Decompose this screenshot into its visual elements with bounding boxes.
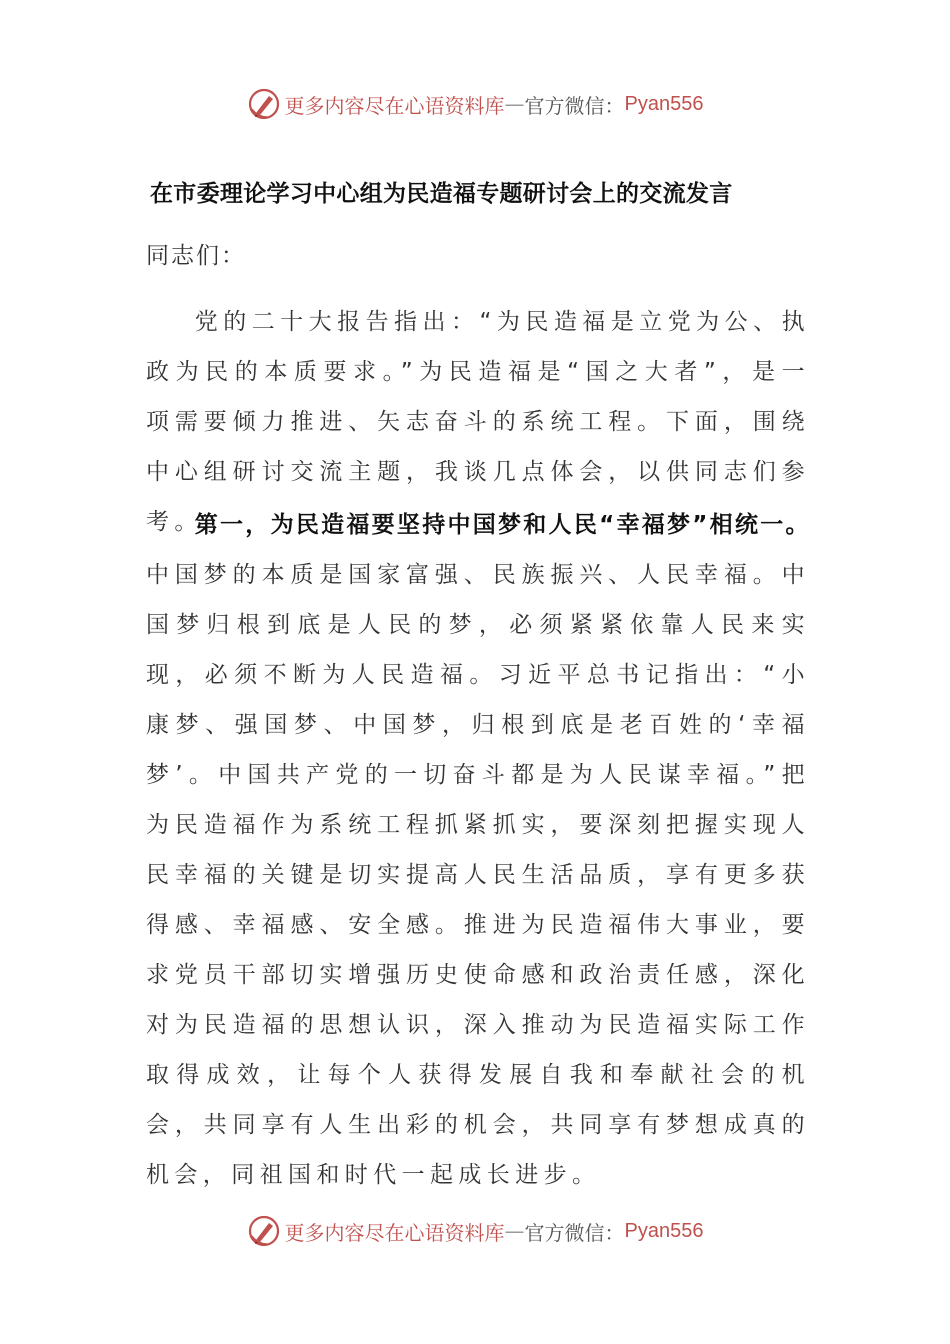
watermark-dash: — <box>504 1219 525 1243</box>
section-1-paragraph <box>146 500 810 1200</box>
watermark-text <box>285 1217 704 1246</box>
watermark-main-text: 更多内容尽在心语资料库 <box>284 1220 505 1245</box>
pen-nib-logo-icon <box>247 87 281 121</box>
section-1-heading: 第一，为民造福要坚持中国梦和人民“幸福梦”相统一。 <box>194 512 810 538</box>
salutation: 同志们： <box>146 243 246 269</box>
watermark-wechat-id: Pyan556 <box>624 1219 704 1242</box>
watermark-label: 官方微信： <box>524 93 625 118</box>
document-title: 在市委理论学习中心组为民造福专题研讨会上的交流发言 <box>150 181 733 207</box>
pen-nib-logo-icon <box>247 1214 281 1248</box>
watermark-wechat-id: Pyan556 <box>624 92 704 115</box>
section-1-body: 中国梦的本质是国家富强、民族振兴、人民幸福。中国梦归根到底是人民的梦，必须紧紧依靠人民来实现，必须不断为人民造福。习近平总书记指出：“小康梦、强国梦、中国梦，归根到底是老百姓的‘幸福梦’。中国共产党的一切奋斗都是为人民谋幸福。”把为民造福作为系统工程抓紧抓实，要深刻把握实现人民幸福的关键是切实提高人民生活品质，享有更多获得感、幸福感、安全感。推进为民造福伟大事业，要求党员干部切实增强历史使命感和政治责任感，深化对为民造福的思想认识，深入推动为民造福实际工作取得成效，让每个人获得发展自我和奉献社会的机会，共同享有人生出彩的机会，共同享有梦想成真的机会，同祖国和时代一起成长进步。 <box>146 562 810 1188</box>
footer-watermark <box>0 1211 950 1251</box>
watermark-label: 官方微信： <box>524 1220 625 1245</box>
intro-paragraph: 党的二十大报告指出：“为民造福是立党为公、执政为民的本质要求。”为民造福是“国之大者”，是一项需要倾力推进、矢志奋斗的系统工程。下面，围绕中心组研讨交流主题，我谈几点体会，以供同志们参考。 <box>146 309 810 535</box>
watermark-text <box>285 90 704 119</box>
watermark-main-text: 更多内容尽在心语资料库 <box>284 93 505 118</box>
header-watermark <box>0 84 950 124</box>
watermark-dash: — <box>504 92 525 116</box>
